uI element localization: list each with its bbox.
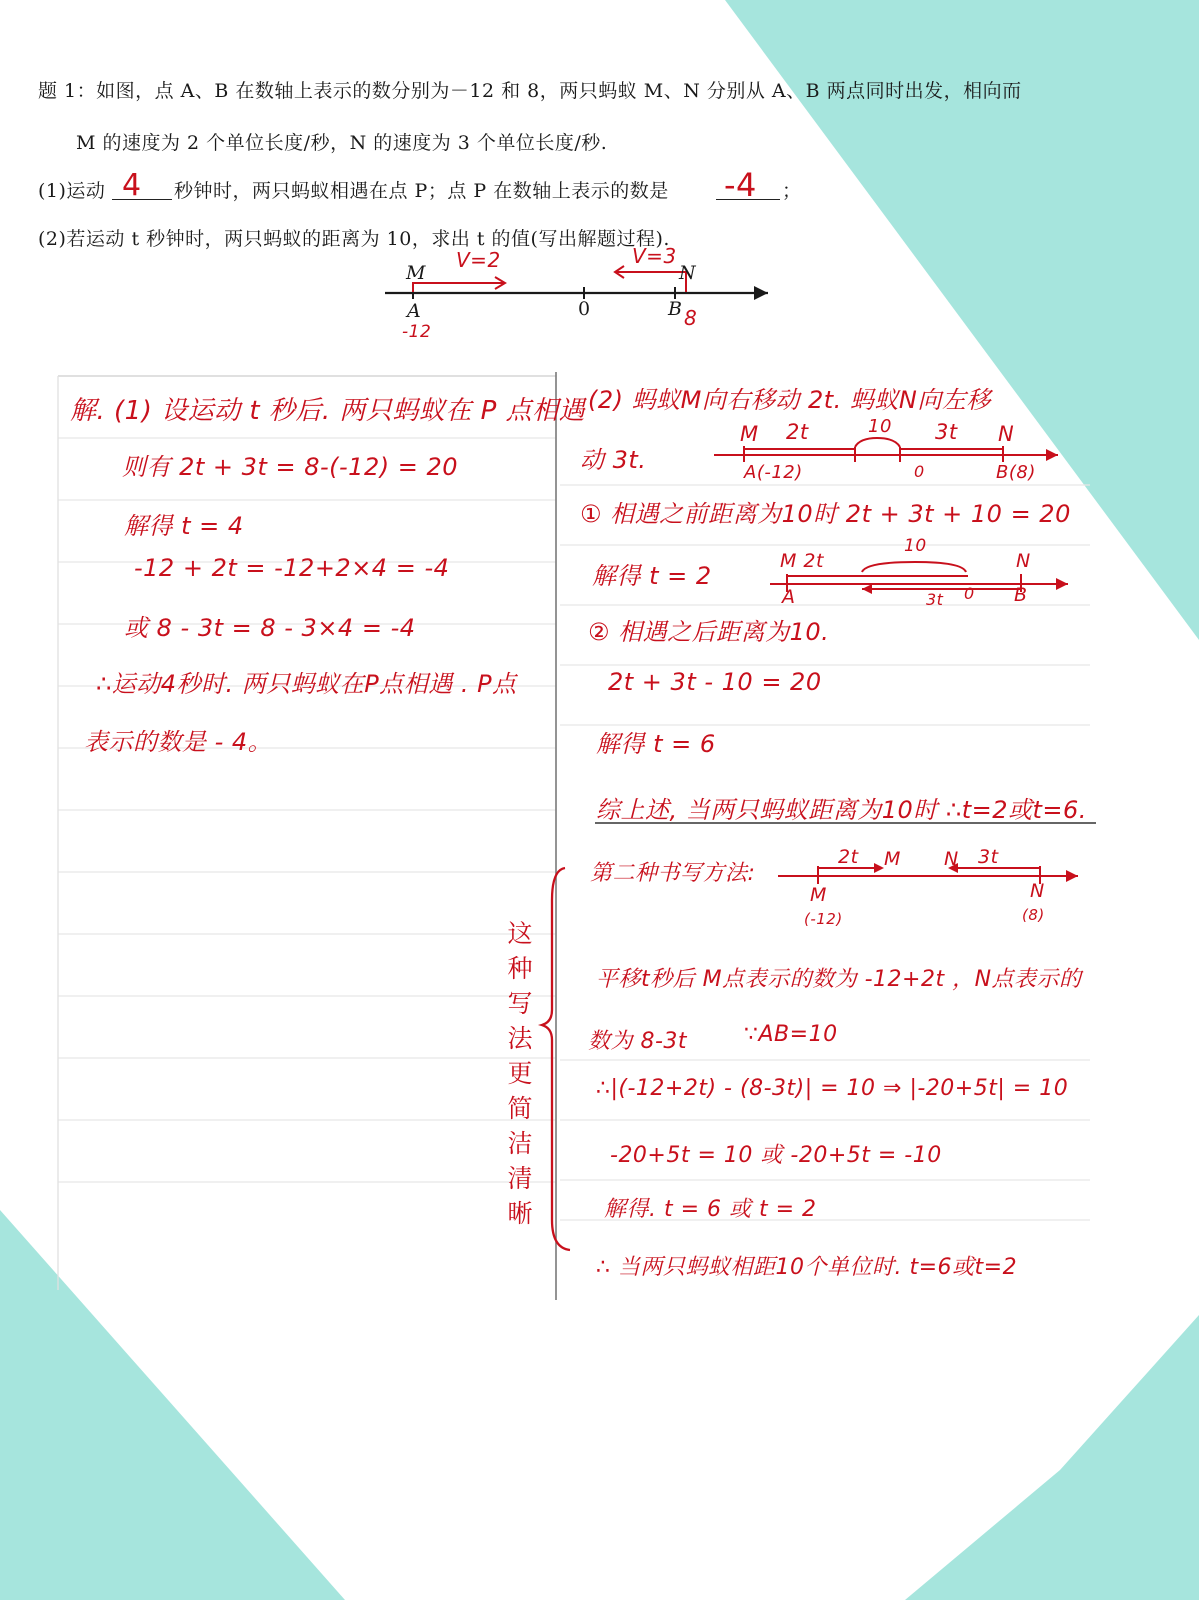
method2-line-4: -20+5t = 10 或 -20+5t = -10 — [610, 1143, 942, 1168]
figure-label-A: A — [407, 300, 422, 322]
figure-label-zero: 0 — [578, 298, 591, 320]
problem-line-1: 题 1：如图，点 A、B 在数轴上表示的数分别为－12 和 8，两只蚂蚁 M、N 分别从 A、B 两点同时出发，相向而 — [38, 80, 1022, 102]
part1-line-5: 或 8 - 3t = 8 - 3×4 = -4 — [124, 614, 416, 642]
diagram1-label-0: 0 — [914, 462, 925, 481]
question-1-answer-point: -4 — [724, 166, 757, 204]
method2-line-5: 解得. t = 6 或 t = 2 — [604, 1197, 817, 1222]
part1-line-7: 表示的数是 - 4。 — [84, 728, 273, 756]
part1-line-4: -12 + 2t = -12+2×4 = -4 — [134, 554, 450, 582]
question-2: (2)若运动 t 秒钟时，两只蚂蚁的距离为 10，求出 t 的值(写出解题过程). — [38, 228, 670, 250]
method2-diagram-2t: 2t — [838, 846, 859, 868]
diagram1-label-10: 10 — [868, 416, 892, 437]
method2-line-2b: ∵AB=10 — [744, 1022, 838, 1047]
method2-line-2a: 数为 8-3t — [588, 1029, 688, 1054]
problem-line-2: M 的速度为 2 个单位长度/秒，N 的速度为 3 个单位长度/秒. — [76, 132, 608, 154]
method2-diagram-M-top: M — [884, 848, 901, 870]
diagram1-label-N: N — [998, 422, 1015, 446]
diagram1-label-B: B(8) — [996, 462, 1036, 483]
method2-diagram-N: N — [1030, 880, 1045, 902]
question-1-end: ； — [782, 180, 802, 202]
question-1-middle: 秒钟时，两只蚂蚁相遇在点 P；点 P 在数轴上表示的数是 — [174, 180, 669, 202]
part2-conclusion: 综上述, 当两只蚂蚁距离为10时 ∴t=2或t=6. — [596, 796, 1087, 824]
side-note-vertical: 这种写法更简洁清晰 — [504, 920, 533, 1235]
method2-line-3: ∴|(-12+2t) - (8-3t)| = 10 ⇒ |-20+5t| = 10 — [596, 1076, 1069, 1101]
part1-line-1: 解. (1) 设运动 t 秒后. 两只蚂蚁在 P 点相遇 — [70, 396, 586, 426]
diagram2-label-0: 0 — [964, 584, 975, 603]
question-1-answer-time: 4 — [122, 168, 142, 203]
part2-line-3: ① 相遇之前距离为10时 2t + 3t + 10 = 20 — [580, 500, 1071, 528]
diagram1-label-M: M — [740, 422, 759, 446]
diagram2-label-3t: 3t — [926, 590, 944, 609]
diagram2-label-A: A — [782, 586, 796, 608]
method2-line-1: 平移t秒后 M点表示的数为 -12+2t ，N点表示的 — [596, 967, 1082, 992]
figure-speed-N: V=3 — [632, 244, 677, 268]
figure-label-B: B — [668, 298, 683, 320]
part1-line-2: 则有 2t + 3t = 8-(-12) = 20 — [122, 453, 458, 481]
figure-value-A: -12 — [402, 322, 432, 342]
part2-line-6: 2t + 3t - 10 = 20 — [608, 668, 822, 696]
figure-label-M: M — [406, 262, 426, 284]
method2-diagram-N-value: (8) — [1022, 906, 1045, 924]
part1-line-3: 解得 t = 4 — [124, 512, 244, 540]
diagram2-label-B: B — [1014, 584, 1028, 606]
diagram2-label-M2t: M 2t — [780, 550, 824, 572]
method2-diagram-M: M — [810, 884, 827, 906]
part2-line-7: 解得 t = 6 — [596, 730, 716, 758]
figure-label-N: N — [679, 262, 697, 284]
diagram2-label-10: 10 — [904, 536, 927, 556]
question-1-prefix: (1)运动 — [38, 180, 106, 202]
part2-line-5: ② 相遇之后距离为10. — [588, 618, 830, 646]
part2-line-2: 动 3t. — [580, 446, 647, 474]
figure-value-B: 8 — [684, 306, 698, 330]
method2-title: 第二种书写方法: — [590, 861, 756, 886]
method2-diagram-N-top: N — [944, 848, 959, 870]
part1-line-6: ∴运动4秒时. 两只蚂蚁在P点相遇 . P点 — [96, 670, 517, 698]
method2-diagram-3t: 3t — [978, 846, 999, 868]
figure-speed-M: V=2 — [456, 248, 501, 272]
diagram2-label-N: N — [1016, 550, 1031, 572]
method2-diagram-M-value: (-12) — [804, 910, 843, 928]
method2-line-6: ∴ 当两只蚂蚁相距10个单位时. t=6或t=2 — [596, 1255, 1018, 1280]
diagram1-label-A: A(-12) — [744, 462, 803, 483]
part2-line-4: 解得 t = 2 — [592, 562, 712, 590]
part2-line-1: (2) 蚂蚁M向右移动 2t. 蚂蚁N向左移 — [588, 386, 991, 414]
diagram1-label-2t: 2t — [786, 420, 809, 444]
diagram1-label-3t: 3t — [935, 420, 958, 444]
